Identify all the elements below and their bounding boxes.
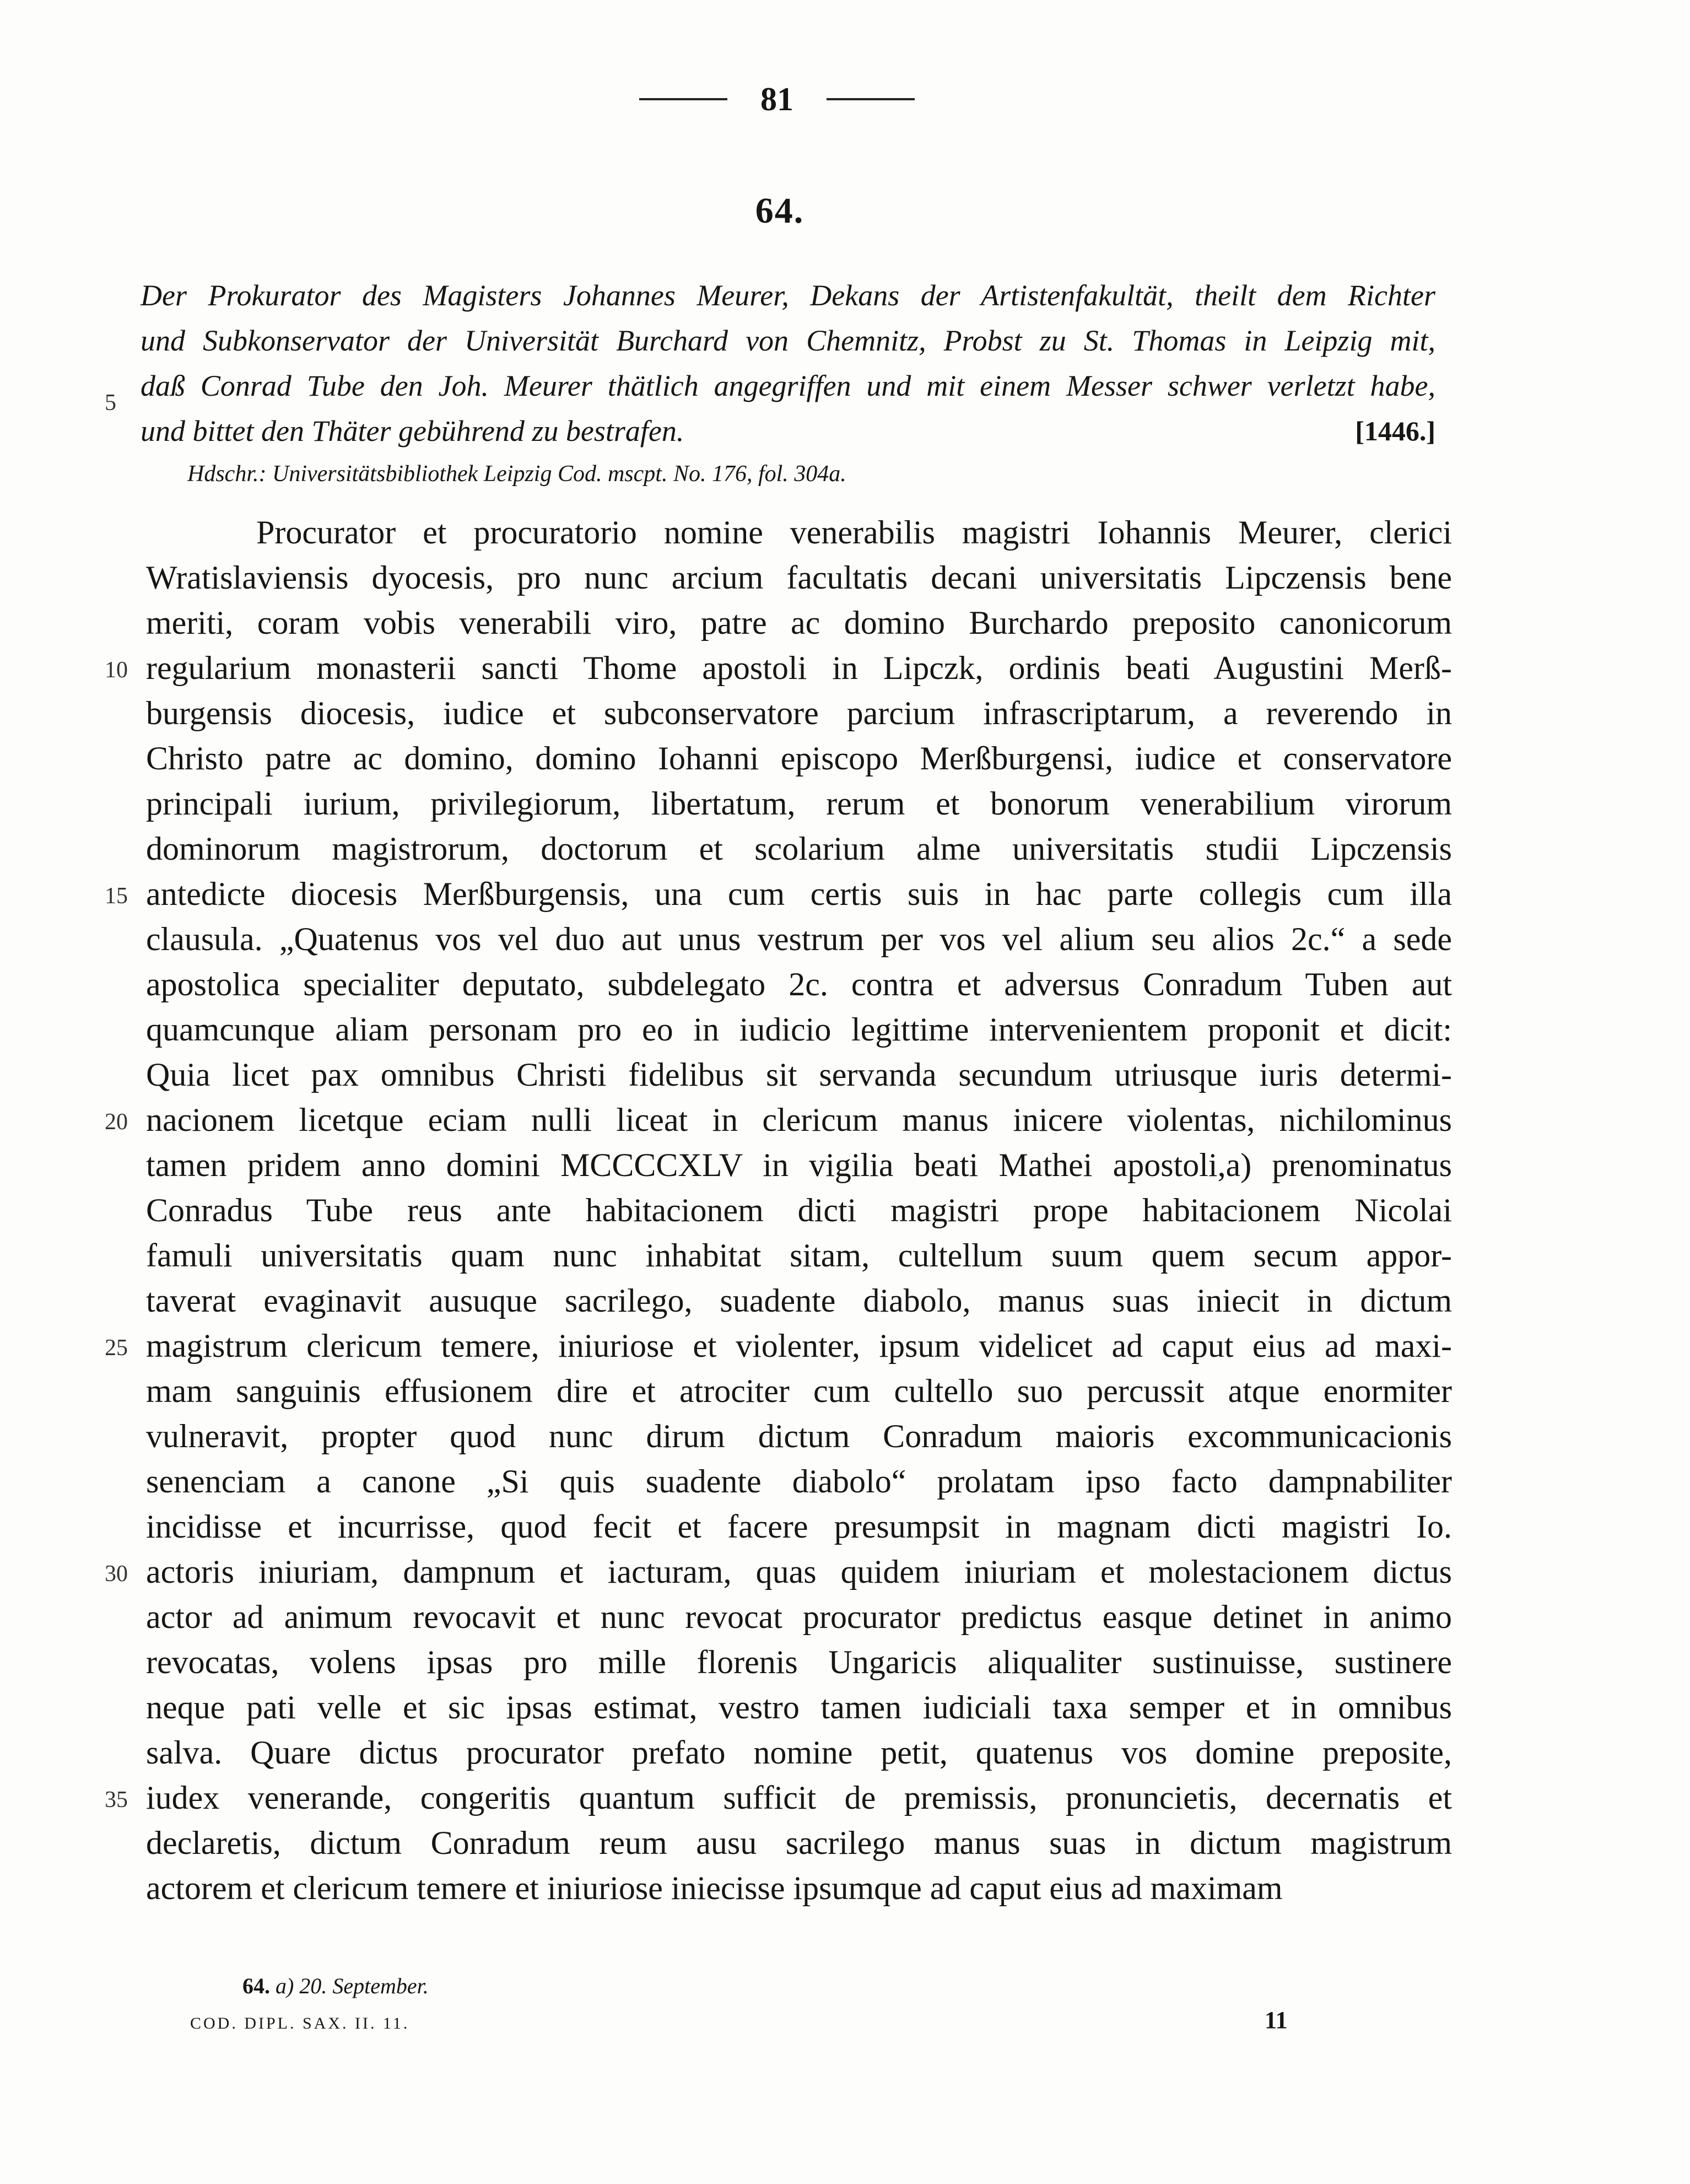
document-number: 64. xyxy=(755,191,804,231)
summary-line: und Subkonservator der Universität Burchard von Chemnitz, Probst zu St. Thomas in Leipzig mit, xyxy=(141,324,1435,357)
summary-line: und bittet den Thäter gebührend zu bestrafen. xyxy=(141,414,684,447)
body-line: Christo patre ac domino, domino Iohanni episcopo Merßburgensi, iudice et conservatore xyxy=(146,740,1452,776)
body-line: Procurator et procuratorio nomine venerabilis magistri Iohannis Meurer, clerici xyxy=(256,514,1452,551)
body-line: salva. Quare dictus procurator prefato nomine petit, quatenus vos domine preposite, xyxy=(146,1734,1452,1771)
body-line: antedicte diocesis Merßburgensis, una cum certis suis in hac parte collegis cum illa xyxy=(146,876,1452,912)
body-line: actoris iniuriam, dampnum et iacturam, quas quidem iniuriam et molestacionem dictus xyxy=(146,1554,1452,1590)
body-line: meriti, coram vobis venerabili viro, patre ac domino Burchardo preposito canonicorum xyxy=(146,605,1452,641)
date-tag: [1446.] xyxy=(1355,416,1435,446)
body-line: mam sanguinis effusionem dire et atrociter cum cultello suo percussit atque enormiter xyxy=(146,1373,1452,1409)
header-rule-left xyxy=(639,98,727,100)
body-line: famuli universitatis quam nunc inhabitat sitam, cultellum suum quem secum appor- xyxy=(146,1237,1452,1274)
header-rule-right xyxy=(827,98,915,100)
body-line: declaretis, dictum Conradum reum ausu sacrilego manus suas in dictum magistrum xyxy=(146,1825,1452,1861)
summary-regest xyxy=(141,273,1435,454)
body-line: Quia licet pax omnibus Christi fidelibus sit servanda secundum utriusque iuris determi- xyxy=(146,1056,1452,1093)
body-line: taverat evaginavit ausuque sacrilego, suadente diabolo, manus suas iniecit in dictum xyxy=(146,1282,1452,1319)
body-line: iudex venerande, congeritis quantum sufficit de premissis, pronuncietis, decernatis et xyxy=(146,1779,1452,1816)
body-line: revocatas, volens ipsas pro mille florenis Ungaricis aliqualiter sustinuisse, sustinere xyxy=(146,1644,1452,1680)
line-number: 15 xyxy=(105,883,128,909)
summary-line: Der Prokurator des Magisters Johannes Meurer, Dekans der Artistenfakultät, theilt dem Richter xyxy=(141,279,1435,312)
signature-mark: COD. DIPL. SAX. II. 11. xyxy=(190,2014,410,2032)
body-line: senenciam a canone „Si quis suadente diabolo“ prolatam ipso facto dampnabiliter xyxy=(146,1463,1452,1500)
line-number: 35 xyxy=(105,1787,128,1813)
line-number: 30 xyxy=(105,1561,128,1587)
body-line: Wratislaviensis dyocesis, pro nunc arcium facultatis decani universitatis Lipczensis bene xyxy=(146,559,1452,596)
footnote xyxy=(242,1973,429,1999)
footnote-number: 64. xyxy=(242,1973,270,1998)
body-line: nacionem licetque eciam nulli liceat in clericum manus inicere violentas, nichilominus xyxy=(146,1102,1452,1138)
page-header xyxy=(606,77,948,121)
body-line: incidisse et incurrisse, quod fecit et facere presumpsit in magnam dicti magistri Io. xyxy=(146,1508,1452,1545)
body-line: actorem et clericum temere et iniuriose iniecisse ipsumque ad caput eius ad maximam xyxy=(146,1870,1283,1906)
body-line: tamen pridem anno domini MCCCCXLV in vigilia beati Mathei apostoli,a) prenominatus xyxy=(146,1147,1452,1183)
line-number: 10 xyxy=(105,657,128,683)
body-line: neque pati velle et sic ipsas estimat, vestro tamen iudiciali taxa semper et in omnibus xyxy=(146,1689,1452,1725)
signature-number: 11 xyxy=(1265,2007,1288,2034)
body-line: vulneravit, propter quod nunc dirum dictum Conradum maioris excommunicacionis xyxy=(146,1418,1452,1454)
body-line: clausula. „Quatenus vos vel duo aut unus vestrum per vos vel alium seu alios 2c.“ a sede xyxy=(146,921,1452,957)
body-line: regularium monasterii sancti Thome apostoli in Lipczk, ordinis beati Augustini Merß- xyxy=(146,650,1452,686)
summary-line: daß Conrad Tube den Joh. Meurer thätlich angegriffen und mit einem Messer schwer verletzt habe, xyxy=(141,369,1435,402)
body-line: Conradus Tube reus ante habitacionem dicti magistri prope habitacionem Nicolai xyxy=(146,1192,1452,1228)
body-line: magistrum clericum temere, iniuriose et violenter, ipsum videlicet ad caput eius ad maxi- xyxy=(146,1328,1452,1364)
footnote-text: a) 20. September. xyxy=(276,1973,429,1998)
document-body xyxy=(146,510,1452,1911)
body-line: principali iurium, privilegiorum, libertatum, rerum et bonorum venerabilium virorum xyxy=(146,785,1452,822)
line-number: 25 xyxy=(105,1335,128,1361)
body-line: burgensis diocesis, iudice et subconservatore parcium infrascriptarum, a reverendo in xyxy=(146,695,1452,731)
line-number: 5 xyxy=(105,390,116,416)
line-number: 20 xyxy=(105,1109,128,1135)
body-line: quamcunque aliam personam pro eo in iudicio legittime intervenientem proponit et dicit: xyxy=(146,1011,1452,1048)
manuscript-source: Hdschr.: Universitätsbibliothek Leipzig Cod. mscpt. No. 176, fol. 304a. xyxy=(187,461,846,487)
body-line: dominorum magistrorum, doctorum et scolarium alme universitatis studii Lipczensis xyxy=(146,831,1452,867)
body-line: apostolica specialiter deputato, subdelegato 2c. contra et adversus Conradum Tuben aut xyxy=(146,966,1452,1002)
body-line: actor ad animum revocavit et nunc revocat procurator predictus easque detinet in animo xyxy=(146,1599,1452,1635)
page-number: 81 xyxy=(760,80,793,117)
